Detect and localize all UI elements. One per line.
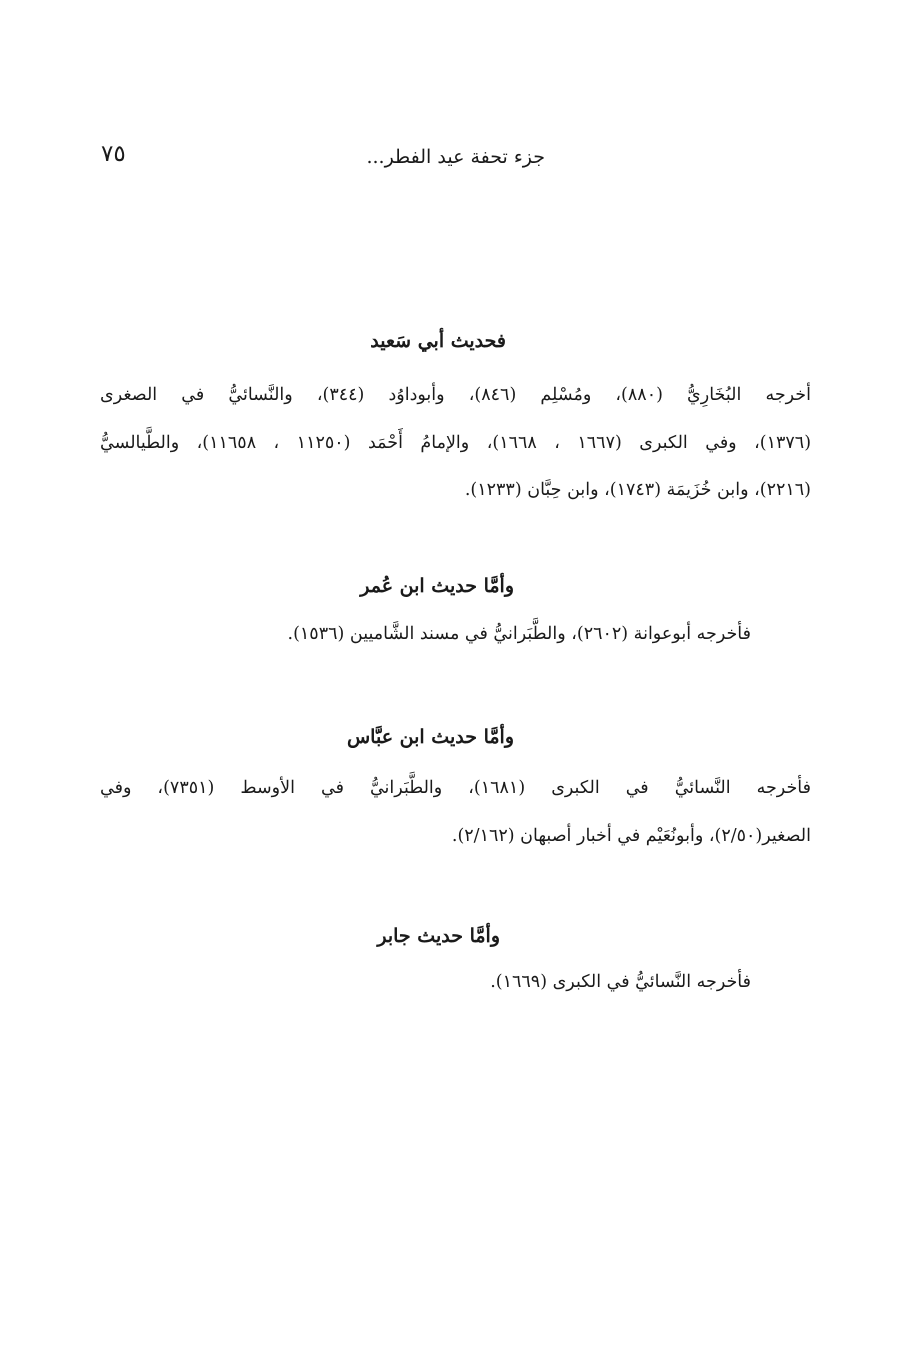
- text-line: أخرجه البُخَارِيُّ (٨٨٠)، ومُسْلِم (٨٤٦)، وأبوداوُد (٣٤٤)، والنَّسائيُّ في الصغرى: [100, 385, 811, 405]
- page-number: ٧٥: [101, 141, 126, 167]
- section-body-jabir: فأخرجه النَّسائيُّ في الكبرى (١٦٦٩).: [490, 972, 751, 992]
- section-heading-abu-said: فحديث أبي سَعيد: [370, 330, 506, 352]
- section-body-ibn-abbas: [100, 765, 811, 860]
- running-title: جزء تحفة عيد الفطر...: [366, 146, 545, 168]
- text-line: الصغير(٢/٥٠)، وأبونُعَيْم في أخبار أصبهان (٢/١٦٢).: [451, 825, 811, 846]
- text-line: (١٣٧٦)، وفي الكبرى (١٦٦٧ ، ١٦٦٨)، والإمامُ أَحْمَد (١١٢٥٠ ، ١١٦٥٨)، والطَّيالسيُّ: [100, 432, 812, 453]
- text-line: فأخرجه النَّسائيُّ في الكبرى (١٦٨١)، والطَّبَرانيُّ في الأوسط (٧٣٥١)، وفي: [100, 778, 811, 798]
- section-body-abu-said: [100, 372, 811, 515]
- page-edge: [860, 0, 861, 1371]
- section-body-ibn-umar: فأخرجه أبوعوانة (٢٦٠٢)، والطَّبَرانيُّ في مسند الشَّاميين (١٥٣٦).: [287, 624, 751, 644]
- text-line: (٢٢١٦)، وابن خُزَيمَة (١٧٤٣)، وابن حِبَّان (١٢٣٣).: [464, 480, 811, 500]
- section-heading-jabir: وأمَّا حديث جابر: [377, 925, 500, 947]
- section-heading-ibn-umar: وأمَّا حديث ابن عُمر: [360, 575, 514, 597]
- section-heading-ibn-abbas: وأمَّا حديث ابن عبَّاس: [346, 726, 514, 748]
